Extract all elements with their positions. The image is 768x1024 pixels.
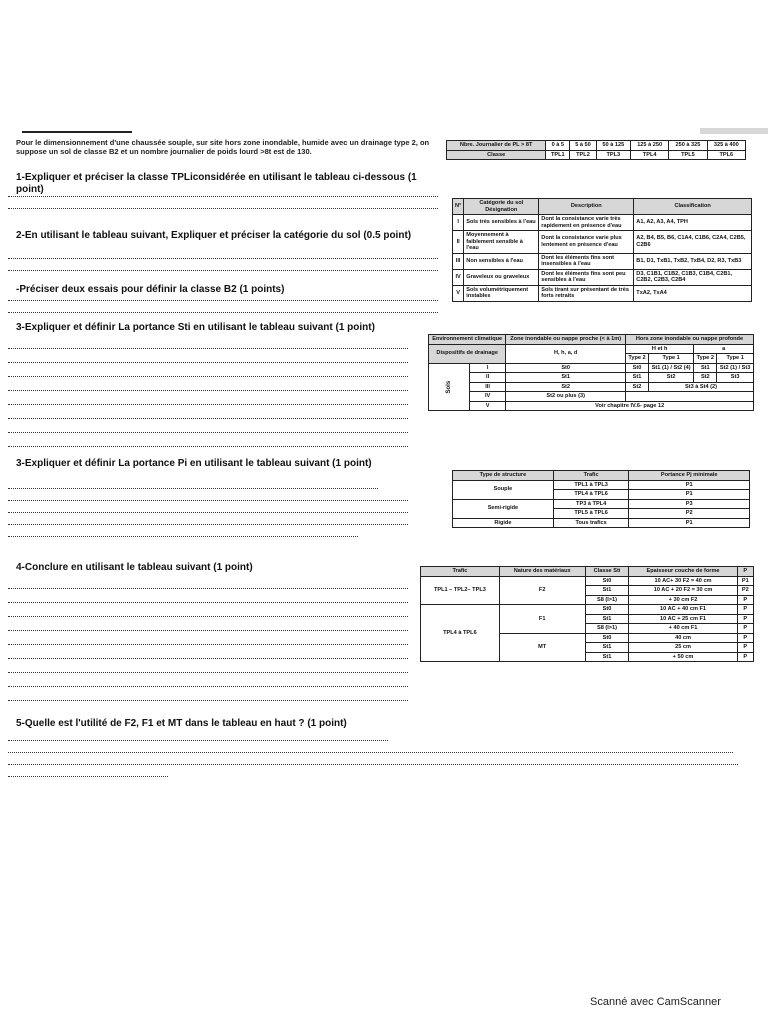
- table-cell: [625, 392, 753, 402]
- table-cell: Dont les éléments fins sont peu sensibles à l'eau: [539, 269, 634, 285]
- col-header: Trafic: [421, 567, 500, 577]
- tpl-row2-label: Classe: [447, 150, 546, 160]
- col-header: Trafic: [553, 471, 629, 481]
- table-cell: MT: [499, 633, 585, 662]
- answer-line: [8, 672, 408, 673]
- table-cell: S8 (I>1): [585, 595, 629, 605]
- table-cell: St1: [585, 652, 629, 662]
- table-cell: P: [737, 643, 753, 653]
- table-cell: II: [453, 231, 464, 254]
- table-cell: Semi-rigide: [453, 499, 554, 518]
- table-cell: + 50 cm: [629, 652, 737, 662]
- header-line: [22, 131, 132, 133]
- table-cell: III: [469, 382, 506, 392]
- answer-line: [8, 208, 438, 209]
- camscanner-footer: Scanné avec CamScanner: [590, 996, 721, 1008]
- table-cell: St3: [717, 373, 754, 383]
- answer-line: [8, 362, 408, 363]
- table-cell: TPL5 à TPL6: [553, 509, 629, 519]
- table-cell: P: [737, 624, 753, 634]
- table-row: [429, 401, 754, 411]
- table-cell: Dont les éléments fins sont insensibles à l'eau: [539, 253, 634, 269]
- table-cell: P: [737, 633, 753, 643]
- tpl-class: TPL1: [546, 150, 570, 160]
- tpl-table: [446, 140, 746, 160]
- question-4: 4-Conclure en utilisant le tableau suivant (1 point): [16, 562, 253, 573]
- tpl-class: TPL3: [596, 150, 630, 160]
- answer-line: [8, 500, 408, 501]
- table-row: [429, 373, 754, 383]
- question-2b: -Préciser deux essais pour définir la classe B2 (1 points): [16, 284, 285, 295]
- table-cell: P2: [737, 586, 753, 596]
- table-cell: Sols tirant sur présentant de très forts retraits: [539, 285, 634, 301]
- table-cell: 10 AC+ 30 F2 = 40 cm: [629, 576, 737, 586]
- table-row: [453, 518, 750, 528]
- table-cell: St1 (1) / St2 (4): [649, 363, 694, 373]
- table-cell: St0: [506, 363, 626, 373]
- answer-line: [8, 390, 408, 391]
- sub-b1: H et h: [625, 344, 693, 354]
- answer-line: [8, 644, 408, 645]
- table-cell: F2: [499, 576, 585, 605]
- table-cell: Souple: [453, 480, 554, 499]
- table-cell: TPL4 à TPL6: [553, 490, 629, 500]
- table-cell: St2: [506, 382, 626, 392]
- table-cell: Graveleux ou graveleux: [464, 269, 539, 285]
- table-cell: 25 cm: [629, 643, 737, 653]
- table-cell: II: [469, 373, 506, 383]
- answer-line: [8, 258, 438, 259]
- table-cell: F1: [499, 605, 585, 634]
- table-cell: P: [737, 614, 753, 624]
- table-cell: A2, B4, B5, B6, C1A4, C1B6, C2A4, C2B5, C2B6: [634, 231, 752, 254]
- table-row: [453, 480, 750, 490]
- answer-line: [8, 630, 408, 631]
- table-cell: Moyennement à faiblement sensible à l'eau: [464, 231, 539, 254]
- table-cell: S8 (I>1): [585, 624, 629, 634]
- sub-a: H, h, a, d: [506, 344, 626, 363]
- table-row: [429, 392, 754, 402]
- answer-line: [8, 196, 438, 197]
- table-cell: P1: [629, 490, 750, 500]
- table-cell: Rigide: [453, 518, 554, 528]
- table-row: [421, 605, 754, 615]
- col-header: Description: [539, 199, 634, 215]
- answer-line: [8, 616, 408, 617]
- table-row: [429, 363, 754, 373]
- tpl-class: TPL5: [669, 150, 707, 160]
- table-cell: I: [453, 215, 464, 231]
- tpl-class: TPL6: [707, 150, 745, 160]
- col-a-header: Zone inondable ou nappe proche (< à 1m): [506, 335, 626, 345]
- table-cell: III: [453, 253, 464, 269]
- table-cell: D3, C1B1, C1B2, C1B3, C1B4, C2B1, C2B2, C2B3, C2B4: [634, 269, 752, 285]
- table-cell: P1: [629, 480, 750, 490]
- table-cell: 10 AC + 25 cm F1: [629, 614, 737, 624]
- answer-line: [8, 312, 438, 313]
- type-header: Type 1: [717, 354, 754, 364]
- answer-line: [8, 686, 408, 687]
- table-cell: B1, D1, TxB1, TxB2, TxB4, D2, R3, TxB3: [634, 253, 752, 269]
- tpl-row1-label: Nbre. Journalier de PL > 8T: [447, 141, 546, 151]
- tpl-value: 0 à 5: [546, 141, 570, 151]
- drain-label: Dispositifs de drainage: [429, 344, 506, 363]
- table-cell: 10 AC + 40 cm F1: [629, 605, 737, 615]
- table-cell: TxA2, TxA4: [634, 285, 752, 301]
- answer-line: [8, 432, 408, 433]
- type-header: Type 2: [625, 354, 648, 364]
- table-cell: St1: [585, 643, 629, 653]
- intro-text: Pour le dimensionnement d'une chaussée souple, sur site hors zone inondable, humide avec un drainage type 2, on suppose un sol de classe B2 et un nombre journalier de poids lourd >8t est de 130.: [16, 138, 430, 156]
- portance-p-table: [452, 470, 750, 528]
- question-3: 3-Expliquer et définir La portance Sti en utilisant le tableau suivant (1 point): [16, 322, 375, 333]
- table-cell: P1: [629, 518, 750, 528]
- table-cell: St2: [625, 382, 648, 392]
- scan-artifact: [700, 128, 768, 134]
- tpl-class: TPL4: [630, 150, 668, 160]
- answer-line: [8, 764, 738, 765]
- table-cell: IV: [453, 269, 464, 285]
- answer-line: [8, 740, 388, 741]
- table-cell: St0: [585, 576, 629, 586]
- table-cell: St1: [585, 614, 629, 624]
- table-cell: P1: [737, 576, 753, 586]
- portance-st-table: [428, 334, 754, 411]
- table-cell: V: [453, 285, 464, 301]
- table-cell: St2: [694, 373, 717, 383]
- table-cell: TPL1 – TPL2– TPL3: [421, 576, 500, 605]
- table-cell: Dont la consistance varie plus lentement en présence d'eau: [539, 231, 634, 254]
- table-cell: P: [737, 595, 753, 605]
- answer-line: [8, 270, 438, 271]
- answer-line: [8, 776, 168, 777]
- sub-b2: a: [694, 344, 754, 354]
- tpl-value: 50 à 125: [596, 141, 630, 151]
- col-header: P: [737, 567, 753, 577]
- answer-line: [8, 418, 408, 419]
- table-row: [453, 269, 752, 285]
- col-header: Classe Sti: [585, 567, 629, 577]
- table-cell: P2: [629, 509, 750, 519]
- tpl-value: 250 à 325: [669, 141, 707, 151]
- answer-line: [8, 602, 408, 603]
- soil-category-table: [452, 198, 752, 302]
- sol-label: Sols: [429, 363, 470, 411]
- col-b-header: Hors zone inondable ou nappe profonde: [625, 335, 753, 345]
- question-1: 1-Expliquer et préciser la classe TPLiconsidérée en utilisant le tableau ci-dessous (1 point): [16, 172, 417, 195]
- table-cell: P: [737, 605, 753, 615]
- col-header: Portance Pj minimale: [629, 471, 750, 481]
- tpl-value: 5 à 50: [570, 141, 596, 151]
- answer-line: [8, 348, 408, 349]
- col-header: Type de structure: [453, 471, 554, 481]
- table-cell: St1: [625, 373, 648, 383]
- table-cell: St1: [694, 363, 717, 373]
- table-cell: A1, A2, A3, A4, TPH: [634, 215, 752, 231]
- tpl-class: TPL2: [570, 150, 596, 160]
- answer-line: [8, 404, 408, 405]
- table-cell: St0: [585, 633, 629, 643]
- answer-line: [8, 488, 378, 489]
- answer-line: [8, 512, 408, 513]
- table-cell: St1: [585, 586, 629, 596]
- table-cell: St3 à St4 (2): [649, 382, 754, 392]
- table-row: [453, 285, 752, 301]
- question-5: 5-Quelle est l'utilité de F2, F1 et MT dans le tableau en haut ? (1 point): [16, 718, 347, 729]
- table-cell: P: [737, 652, 753, 662]
- table-cell: St0: [625, 363, 648, 373]
- col-header: Nature des matériaux: [499, 567, 585, 577]
- table-cell: V: [469, 401, 506, 411]
- tpl-value: 325 à 400: [707, 141, 745, 151]
- answer-line: [8, 536, 358, 537]
- answer-line: [8, 446, 408, 447]
- table-cell: TPL4 à TPL6: [421, 605, 500, 662]
- col-header: Catégorie du sol Désignation: [464, 199, 539, 215]
- table-row: [453, 215, 752, 231]
- type-header: Type 1: [649, 354, 694, 364]
- question-2: 2-En utilisant le tableau suivant, Expliquer et préciser la catégorie du sol (0.5 point): [16, 230, 412, 241]
- answer-line: [8, 700, 408, 701]
- forme-table: [420, 566, 754, 662]
- table-row: [453, 499, 750, 509]
- col-header: N°: [453, 199, 464, 215]
- table-cell: Dont la consistance varie très rapidement en présence d'eau: [539, 215, 634, 231]
- table-cell: 10 AC + 20 F2 = 30 cm: [629, 586, 737, 596]
- type-header: Type 2: [694, 354, 717, 364]
- answer-line: [8, 658, 408, 659]
- table-cell: + 40 cm F1: [629, 624, 737, 634]
- answer-line: [8, 300, 438, 301]
- table-cell: I: [469, 363, 506, 373]
- col-header: Epaisseur couche de forme: [629, 567, 737, 577]
- question-3b: 3-Expliquer et définir La portance Pi en utilisant le tableau suivant (1 point): [16, 458, 372, 469]
- table-cell: St1: [506, 373, 626, 383]
- table-cell: St2 (1) / St3: [717, 363, 754, 373]
- table-cell: IV: [469, 392, 506, 402]
- table-cell: Non sensibles à l'eau: [464, 253, 539, 269]
- table-cell: Sols volumétriquement instables: [464, 285, 539, 301]
- table-cell: Voir chapitre IV.6- page 12: [506, 401, 754, 411]
- table-cell: Tous trafics: [553, 518, 629, 528]
- tpl-value: 125 à 250: [630, 141, 668, 151]
- table-cell: St0: [585, 605, 629, 615]
- table-cell: TPL1 à TPL3: [553, 480, 629, 490]
- table-cell: 40 cm: [629, 633, 737, 643]
- env-label: Environnement climatique: [429, 335, 506, 345]
- table-row: [429, 382, 754, 392]
- table-cell: + 30 cm F2: [629, 595, 737, 605]
- table-cell: TP3 à TPL4: [553, 499, 629, 509]
- table-cell: Sols très sensibles à l'eau: [464, 215, 539, 231]
- answer-line: [8, 524, 408, 525]
- table-cell: St2: [649, 373, 694, 383]
- answer-line: [8, 376, 408, 377]
- col-header: Classification: [634, 199, 752, 215]
- table-row: [421, 576, 754, 586]
- answer-line: [8, 588, 408, 589]
- table-row: [453, 253, 752, 269]
- table-cell: P3: [629, 499, 750, 509]
- table-row: [453, 231, 752, 254]
- answer-line: [8, 752, 733, 753]
- table-cell: St2 ou plus (3): [506, 392, 626, 402]
